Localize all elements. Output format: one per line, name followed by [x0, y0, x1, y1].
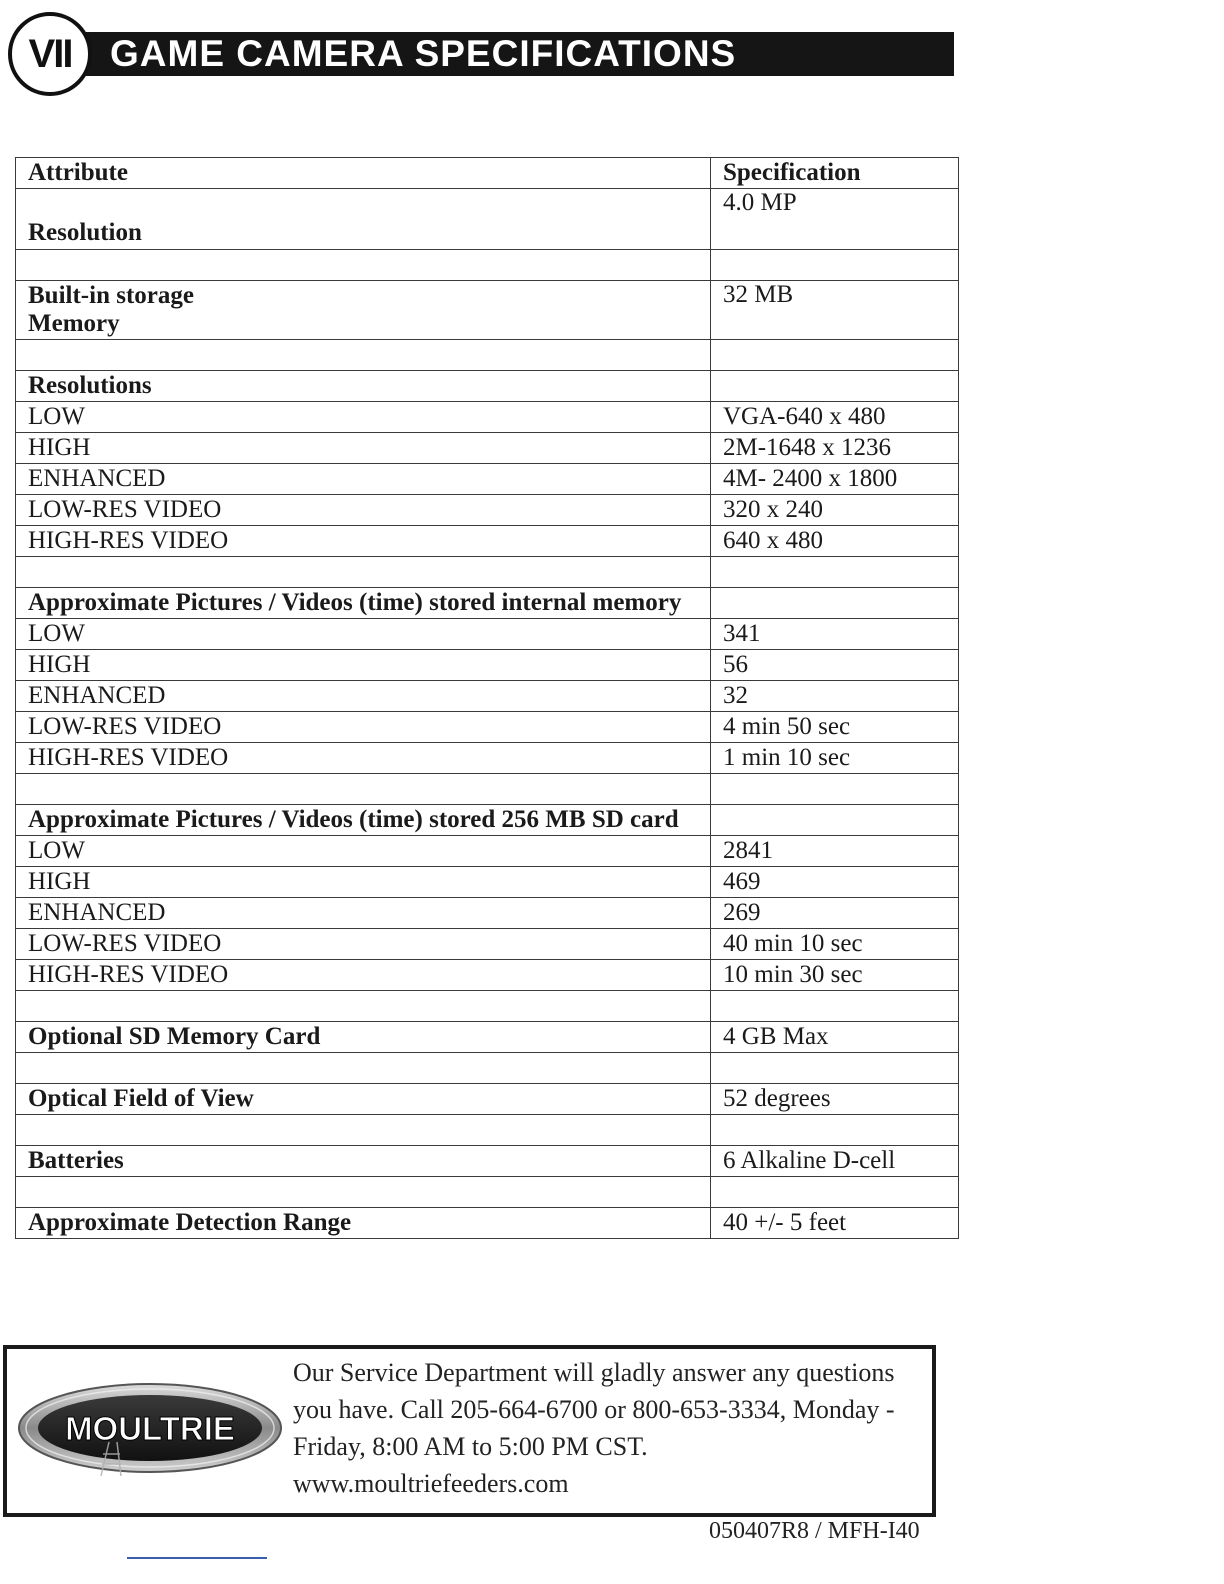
spec-cell	[711, 557, 959, 588]
attribute-cell: Optional SD Memory Card	[16, 1022, 711, 1053]
attribute-cell: HIGH-RES VIDEO	[16, 526, 711, 557]
attribute-cell: LOW	[16, 402, 711, 433]
website-link[interactable]: www.moultriefeeders.com	[293, 1469, 569, 1498]
spec-cell	[711, 250, 959, 281]
table-row	[16, 1084, 959, 1115]
table-row	[16, 960, 959, 991]
spec-cell: 32 MB	[711, 281, 959, 340]
attribute-cell	[16, 557, 711, 588]
attribute-cell: Approximate Detection Range	[16, 1208, 711, 1239]
attribute-cell	[16, 991, 711, 1022]
attribute-cell: HIGH-RES VIDEO	[16, 960, 711, 991]
table-row	[16, 464, 959, 495]
spec-cell	[711, 1115, 959, 1146]
table-row	[16, 189, 959, 250]
table-row	[16, 836, 959, 867]
attribute-cell: Batteries	[16, 1146, 711, 1177]
table-row-spacer	[16, 774, 959, 805]
spec-cell: 2M-1648 x 1236	[711, 433, 959, 464]
attribute-cell: HIGH	[16, 433, 711, 464]
table-header-row	[16, 158, 959, 189]
attribute-cell	[16, 774, 711, 805]
document-code: 050407R8 / MFH-I40	[709, 1518, 920, 1544]
page-title: GAME CAMERA SPECIFICATIONS	[110, 33, 737, 74]
table-row	[16, 495, 959, 526]
attribute-cell: ENHANCED	[16, 681, 711, 712]
attribute-cell	[16, 1177, 711, 1208]
contact-message: Our Service Department will gladly answer any questions you have. Call 205-664-6700 or 800-653-3334, Monday - Friday, 8:00 AM to 5:00 PM CST.	[293, 1358, 895, 1461]
attribute-cell: Optical Field of View	[16, 1084, 711, 1115]
attribute-cell: LOW	[16, 836, 711, 867]
spec-cell	[711, 774, 959, 805]
attribute-cell	[16, 340, 711, 371]
table-group-row	[16, 371, 959, 402]
attribute-line-2: Memory	[28, 310, 120, 337]
spec-cell	[711, 1177, 959, 1208]
spec-cell: 6 Alkaline D-cell	[711, 1146, 959, 1177]
attribute-cell: LOW	[16, 619, 711, 650]
spec-cell: 10 min 30 sec	[711, 960, 959, 991]
spec-cell: 56	[711, 650, 959, 681]
table-row	[16, 619, 959, 650]
attribute-cell	[16, 1115, 711, 1146]
spec-cell: 469	[711, 867, 959, 898]
table-row	[16, 1146, 959, 1177]
spec-cell: 1 min 10 sec	[711, 743, 959, 774]
section-number-badge	[8, 12, 92, 96]
section-number: VII	[28, 31, 72, 76]
spec-cell: 40 +/- 5 feet	[711, 1208, 959, 1239]
table-group-row	[16, 805, 959, 836]
attribute-cell: Resolution	[16, 189, 711, 250]
attribute-cell: LOW-RES VIDEO	[16, 929, 711, 960]
logo-text: MOULTRIE	[65, 1410, 235, 1447]
spec-cell	[711, 805, 959, 836]
attribute-line-1: Built-in storage	[28, 282, 194, 309]
spec-cell: 4M- 2400 x 1800	[711, 464, 959, 495]
table-row	[16, 402, 959, 433]
table-row	[16, 526, 959, 557]
attribute-cell: HIGH-RES VIDEO	[16, 743, 711, 774]
moultrie-logo	[17, 1380, 283, 1480]
spec-cell: 4.0 MP	[711, 189, 959, 250]
table-row	[16, 743, 959, 774]
attribute-cell: Resolutions	[16, 371, 711, 402]
table-row-spacer	[16, 340, 959, 371]
attribute-cell: Approximate Pictures / Videos (time) stored 256 MB SD card	[16, 805, 711, 836]
table-row	[16, 1208, 959, 1239]
table-row-spacer	[16, 1115, 959, 1146]
table-row-spacer	[16, 1053, 959, 1084]
spec-cell: 640 x 480	[711, 526, 959, 557]
table-row	[16, 867, 959, 898]
table-row	[16, 281, 959, 340]
attribute-cell	[16, 250, 711, 281]
attribute-cell: LOW-RES VIDEO	[16, 495, 711, 526]
attribute-cell: LOW-RES VIDEO	[16, 712, 711, 743]
table-group-row	[16, 588, 959, 619]
spec-cell: 4 GB Max	[711, 1022, 959, 1053]
spec-cell	[711, 588, 959, 619]
contact-paragraph	[293, 1354, 923, 1502]
table-row	[16, 1022, 959, 1053]
table-row-spacer	[16, 1177, 959, 1208]
attribute-cell: HIGH	[16, 867, 711, 898]
table-row-spacer	[16, 557, 959, 588]
attribute-cell: ENHANCED	[16, 464, 711, 495]
spec-cell: 2841	[711, 836, 959, 867]
table-row	[16, 433, 959, 464]
spec-cell	[711, 991, 959, 1022]
attribute-cell: ENHANCED	[16, 898, 711, 929]
table-row	[16, 712, 959, 743]
table-row	[16, 681, 959, 712]
spec-cell: VGA-640 x 480	[711, 402, 959, 433]
service-contact-box	[3, 1345, 936, 1517]
footnote-rule	[127, 1557, 267, 1559]
table-row	[16, 898, 959, 929]
spec-cell	[711, 340, 959, 371]
table-row-spacer	[16, 250, 959, 281]
table-row	[16, 650, 959, 681]
spec-cell	[711, 1053, 959, 1084]
spec-cell: 32	[711, 681, 959, 712]
spec-cell: 52 degrees	[711, 1084, 959, 1115]
attribute-cell	[16, 281, 711, 340]
spec-cell	[711, 371, 959, 402]
attribute-cell: HIGH	[16, 650, 711, 681]
section-title-bar	[60, 32, 954, 76]
column-header-specification: Specification	[711, 158, 959, 189]
attribute-cell	[16, 1053, 711, 1084]
specifications-table	[15, 157, 959, 1239]
spec-cell: 320 x 240	[711, 495, 959, 526]
table-row-spacer	[16, 991, 959, 1022]
spec-cell: 40 min 10 sec	[711, 929, 959, 960]
attribute-cell: Approximate Pictures / Videos (time) stored internal memory	[16, 588, 711, 619]
spec-cell: 4 min 50 sec	[711, 712, 959, 743]
spec-cell: 269	[711, 898, 959, 929]
table-row	[16, 929, 959, 960]
column-header-attribute: Attribute	[16, 158, 711, 189]
spec-cell: 341	[711, 619, 959, 650]
